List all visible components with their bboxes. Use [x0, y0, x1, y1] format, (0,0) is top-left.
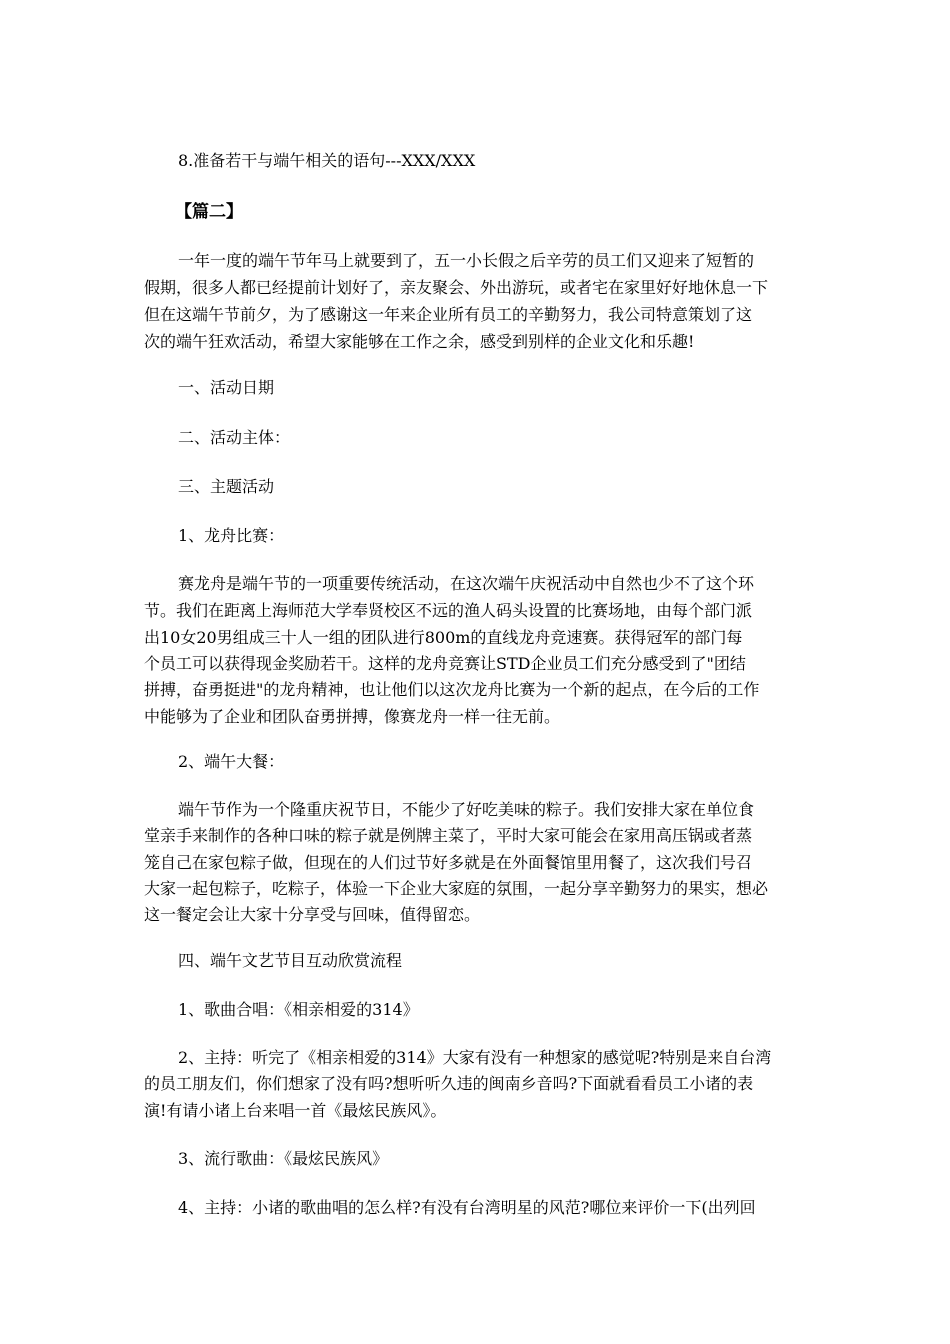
dragon-line-6: 中能够为了企业和团队奋勇拼搏，像赛龙舟一样一往无前。 — [144, 707, 561, 726]
feast-line-4: 大家一起包粽子，吃粽子，体验一下企业大家庭的氛围，一起分享辛勤努力的果实，想必 — [144, 879, 769, 898]
dragon-line-5: 拼搏，奋勇挺进"的龙舟精神，也让他们以这次龙舟比赛为一个新的起点，在今后的工作 — [144, 680, 760, 699]
program-item-4: 4、主持：小诸的歌曲唱的怎么样?有没有台湾明星的风范?哪位来评价一下(出列回 — [178, 1198, 756, 1217]
intro-line-3: 但在这端午节前夕，为了感谢这一年来企业所有员工的辛勤努力，我公司特意策划了这 — [144, 305, 753, 324]
dragon-line-2: 节。我们在距离上海师范大学奉贤校区不远的渔人码头设置的比赛场地，由每个部门派 — [144, 601, 753, 620]
section-1-heading: 一、活动日期 — [178, 378, 275, 397]
feast-line-3: 笼自己在家包粽子做，但现在的人们过节好多就是在外面餐馆里用餐了，这次我们号召 — [144, 853, 753, 872]
program-item-2-line-1: 2、主持：听完了《相亲相爱的314》大家有没有一种想家的感觉呢?特别是来自台湾 — [178, 1048, 772, 1067]
dragon-line-3: 出10女20男组成三十人一组的团队进行800m的直线龙舟竞速赛。获得冠军的部门每 — [144, 628, 743, 647]
subsection-dragon-boat: 1、龙舟比赛： — [178, 526, 285, 545]
intro-line-2: 假期，很多人都已经提前计划好了，亲友聚会、外出游玩，或者宅在家里好好地休息一下 — [144, 278, 769, 297]
intro-line-4: 次的端午狂欢活动，希望大家能够在工作之余，感受到别样的企业文化和乐趣! — [144, 332, 695, 351]
item-8-text: 8.准备若干与端午相关的语句---XXX/XXX — [178, 151, 476, 170]
intro-line-1: 一年一度的端午节年马上就要到了，五一小长假之后辛劳的员工们又迎来了短暂的 — [178, 251, 755, 270]
program-item-3: 3、流行歌曲：《最炫民族风》 — [178, 1149, 389, 1168]
feast-line-2: 堂亲手来制作的各种口味的粽子就是例牌主菜了，平时大家可能会在家用高压锅或者蒸 — [144, 826, 753, 845]
section-3-heading: 三、主题活动 — [178, 477, 275, 496]
program-item-1: 1、歌曲合唱：《相亲相爱的314》 — [178, 1000, 419, 1019]
dragon-line-1: 赛龙舟是端午节的一项重要传统活动，在这次端午庆祝活动中自然也少不了这个环 — [178, 574, 755, 593]
feast-line-1: 端午节作为一个隆重庆祝节日，不能少了好吃美味的粽子。我们安排大家在单位食 — [178, 800, 755, 819]
program-item-2-line-2: 的员工朋友们，你们想家了没有吗?想听听久违的闽南乡音吗?下面就看看员工小诸的表 — [144, 1074, 754, 1093]
feast-line-5: 这一餐定会让大家十分享受与回味，值得留恋。 — [144, 905, 481, 924]
section-4-heading: 四、端午文艺节目互动欣赏流程 — [178, 951, 403, 970]
section-2-heading: 二、活动主体： — [178, 428, 291, 447]
program-item-2-line-3: 演!有请小诸上台来唱一首《最炫民族风》。 — [144, 1101, 447, 1120]
section-heading: 【篇二】 — [175, 202, 243, 222]
subsection-feast: 2、端午大餐： — [178, 752, 285, 771]
dragon-line-4: 个员工可以获得现金奖励若干。这样的龙舟竞赛让STD企业员工们充分感受到了"团结 — [144, 654, 746, 673]
